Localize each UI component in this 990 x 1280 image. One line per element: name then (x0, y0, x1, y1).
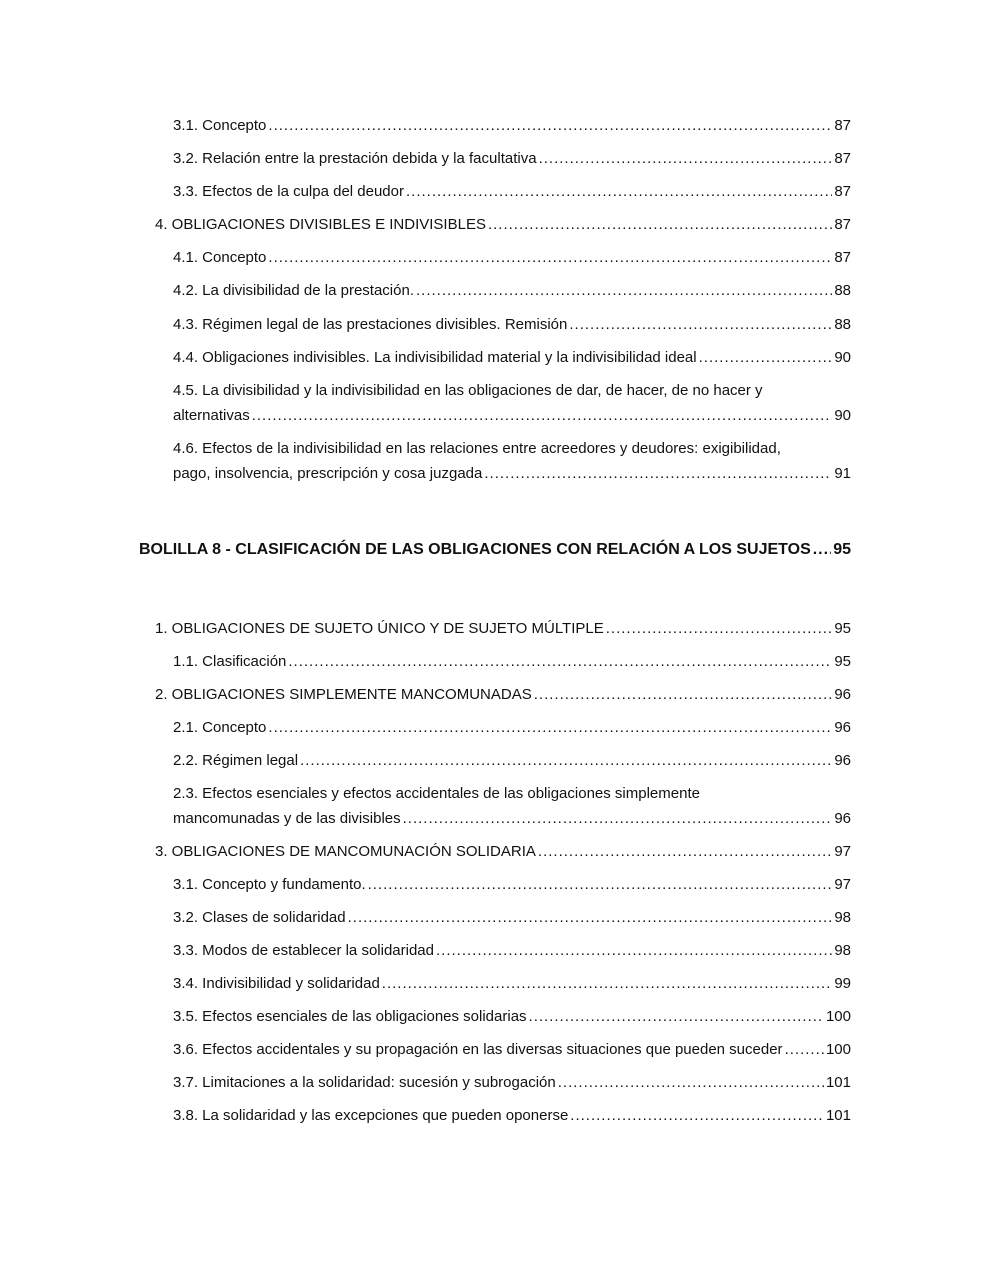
toc-entry[interactable] (173, 378, 851, 428)
toc-entry[interactable] (173, 1037, 851, 1062)
dot-leader (252, 403, 833, 428)
toc-entry[interactable] (173, 312, 851, 337)
toc-entry-text: 2.1. Concepto (173, 719, 267, 736)
toc-page-number: 87 (834, 117, 851, 134)
chapter-heading[interactable] (139, 537, 851, 563)
dot-leader (558, 1070, 824, 1095)
toc-entry-text: 2. OBLIGACIONES SIMPLEMENTE MANCOMUNADAS (155, 686, 532, 703)
toc-entry[interactable] (173, 1103, 851, 1128)
dot-leader (534, 682, 833, 707)
toc-entry[interactable] (173, 146, 851, 171)
toc-entry-text: 3.1. Concepto (173, 117, 267, 134)
toc-entry-text: 3.4. Indivisibilidad y solidaridad (173, 975, 380, 992)
toc-entry-text: 3.6. Efectos accidentales y su propagación en las diversas situaciones que pueden suceder (173, 1041, 783, 1058)
toc-entry[interactable] (173, 971, 851, 996)
toc-page-number: 87 (834, 150, 851, 167)
dot-leader (785, 1037, 824, 1062)
toc-page-number: 99 (834, 975, 851, 992)
toc-entry[interactable] (173, 1070, 851, 1095)
toc-entry[interactable] (173, 905, 851, 930)
toc-page-number: 90 (834, 349, 851, 366)
toc-entry[interactable] (173, 278, 851, 303)
toc-entry-text: 3.5. Efectos esenciales de las obligaciones solidarias (173, 1008, 527, 1025)
dot-leader (436, 938, 832, 963)
toc-entry-text-continued: pago, insolvencia, prescripción y cosa juzgada (173, 465, 483, 482)
toc-page-number: 95 (834, 653, 851, 670)
toc-entry[interactable] (155, 616, 851, 641)
toc-entry-text: 3. OBLIGACIONES DE MANCOMUNACIÓN SOLIDARIA (155, 843, 536, 860)
dot-leader (382, 971, 833, 996)
toc-entry[interactable] (173, 781, 851, 831)
toc-entry-text: 4.6. Efectos de la indivisibilidad en las relaciones entre acreedores y deudores: exigibilidad, (173, 440, 781, 457)
toc-entry[interactable] (173, 938, 851, 963)
toc-entry[interactable] (173, 748, 851, 773)
dot-leader (406, 179, 832, 204)
dot-leader (288, 649, 832, 674)
toc-entry-text: 2.3. Efectos esenciales y efectos accidentales de las obligaciones simplemente (173, 785, 700, 802)
toc-entry-text: 3.3. Modos de establecer la solidaridad (173, 942, 434, 959)
dot-leader (569, 312, 832, 337)
dot-leader (529, 1004, 824, 1029)
dot-leader (484, 461, 832, 486)
toc-entry[interactable] (155, 839, 851, 864)
toc-page-number: 98 (834, 942, 851, 959)
toc-page-number: 96 (834, 752, 851, 769)
toc-entry-text: 1. OBLIGACIONES DE SUJETO ÚNICO Y DE SUJETO MÚLTIPLE (155, 620, 604, 637)
toc-entry-text: 4.4. Obligaciones indivisibles. La indivisibilidad material y la indivisibilidad ideal (173, 349, 697, 366)
toc-entry[interactable] (173, 649, 851, 674)
dot-leader (268, 113, 832, 138)
dot-leader (403, 806, 833, 831)
dot-leader (606, 616, 833, 641)
toc-page-number: 95 (834, 620, 851, 637)
toc-entry-text: 3.3. Efectos de la culpa del deudor (173, 183, 404, 200)
toc-entry-text: 1.1. Clasificación (173, 653, 287, 670)
toc-page-number: 96 (834, 686, 851, 703)
dot-leader (300, 748, 832, 773)
chapter-page-number: 95 (833, 541, 851, 558)
toc-entry-text: 4.3. Régimen legal de las prestaciones divisibles. Remisión (173, 316, 568, 333)
toc-entry-text: 4.2. La divisibilidad de la prestación. (173, 282, 414, 299)
toc-entry[interactable] (173, 436, 851, 486)
toc-page-number: 87 (834, 183, 851, 200)
toc-entry-text: 3.2. Clases de solidaridad (173, 909, 346, 926)
dot-leader (570, 1103, 824, 1128)
toc-page-number: 91 (834, 465, 851, 482)
toc-entry[interactable] (173, 245, 851, 270)
chapter-heading-text: BOLILLA 8 - CLASIFICACIÓN DE LAS OBLIGACIONES CON RELACIÓN A LOS SUJETOS (139, 541, 811, 558)
toc-page-number: 101 (825, 1107, 851, 1124)
toc-page-number: 96 (834, 810, 851, 827)
toc-entry-text: 4. OBLIGACIONES DIVISIBLES E INDIVISIBLES (155, 216, 486, 233)
toc-entry[interactable] (173, 1004, 851, 1029)
toc-entry[interactable] (173, 715, 851, 740)
toc-entry-text: 3.2. Relación entre la prestación debida y la facultativa (173, 150, 537, 167)
dot-leader (268, 715, 832, 740)
toc-page-number: 101 (825, 1074, 851, 1091)
dot-leader (416, 278, 832, 303)
toc-entry-text: 3.1. Concepto y fundamento. (173, 876, 366, 893)
toc-page-number: 98 (834, 909, 851, 926)
toc-page-number: 87 (834, 216, 851, 233)
dot-leader (348, 905, 833, 930)
toc-entry-text: 3.8. La solidaridad y las excepciones que pueden oponerse (173, 1107, 569, 1124)
toc-page-number: 100 (825, 1041, 851, 1058)
toc-entry[interactable] (173, 872, 851, 897)
dot-leader (539, 146, 833, 171)
dot-leader (268, 245, 832, 270)
toc-page-number: 88 (834, 282, 851, 299)
toc-entry-text: 3.7. Limitaciones a la solidaridad: sucesión y subrogación (173, 1074, 556, 1091)
toc-entry-text: 4.1. Concepto (173, 249, 267, 266)
toc-page-number: 88 (834, 316, 851, 333)
toc-entry-text-continued: mancomunadas y de las divisibles (173, 810, 401, 827)
dot-leader (488, 212, 832, 237)
toc-page-number: 97 (834, 876, 851, 893)
toc-entry[interactable] (173, 179, 851, 204)
toc-page-number: 97 (834, 843, 851, 860)
toc-page-number: 90 (834, 407, 851, 424)
dot-leader (699, 345, 833, 370)
toc-entry-text-continued: alternativas (173, 407, 250, 424)
toc-entry[interactable] (173, 345, 851, 370)
dot-leader (538, 839, 832, 864)
toc-entry-text: 4.5. La divisibilidad y la indivisibilidad en las obligaciones de dar, de hacer, de no hacer y (173, 382, 763, 399)
toc-entry[interactable] (173, 113, 851, 138)
toc-entry-text: 2.2. Régimen legal (173, 752, 299, 769)
dot-leader (368, 872, 833, 897)
toc-page-number: 100 (825, 1008, 851, 1025)
toc-entry[interactable] (155, 682, 851, 707)
toc-entry[interactable] (155, 212, 851, 237)
toc-page-number: 87 (834, 249, 851, 266)
dot-leader (813, 537, 831, 563)
toc-page-number: 96 (834, 719, 851, 736)
